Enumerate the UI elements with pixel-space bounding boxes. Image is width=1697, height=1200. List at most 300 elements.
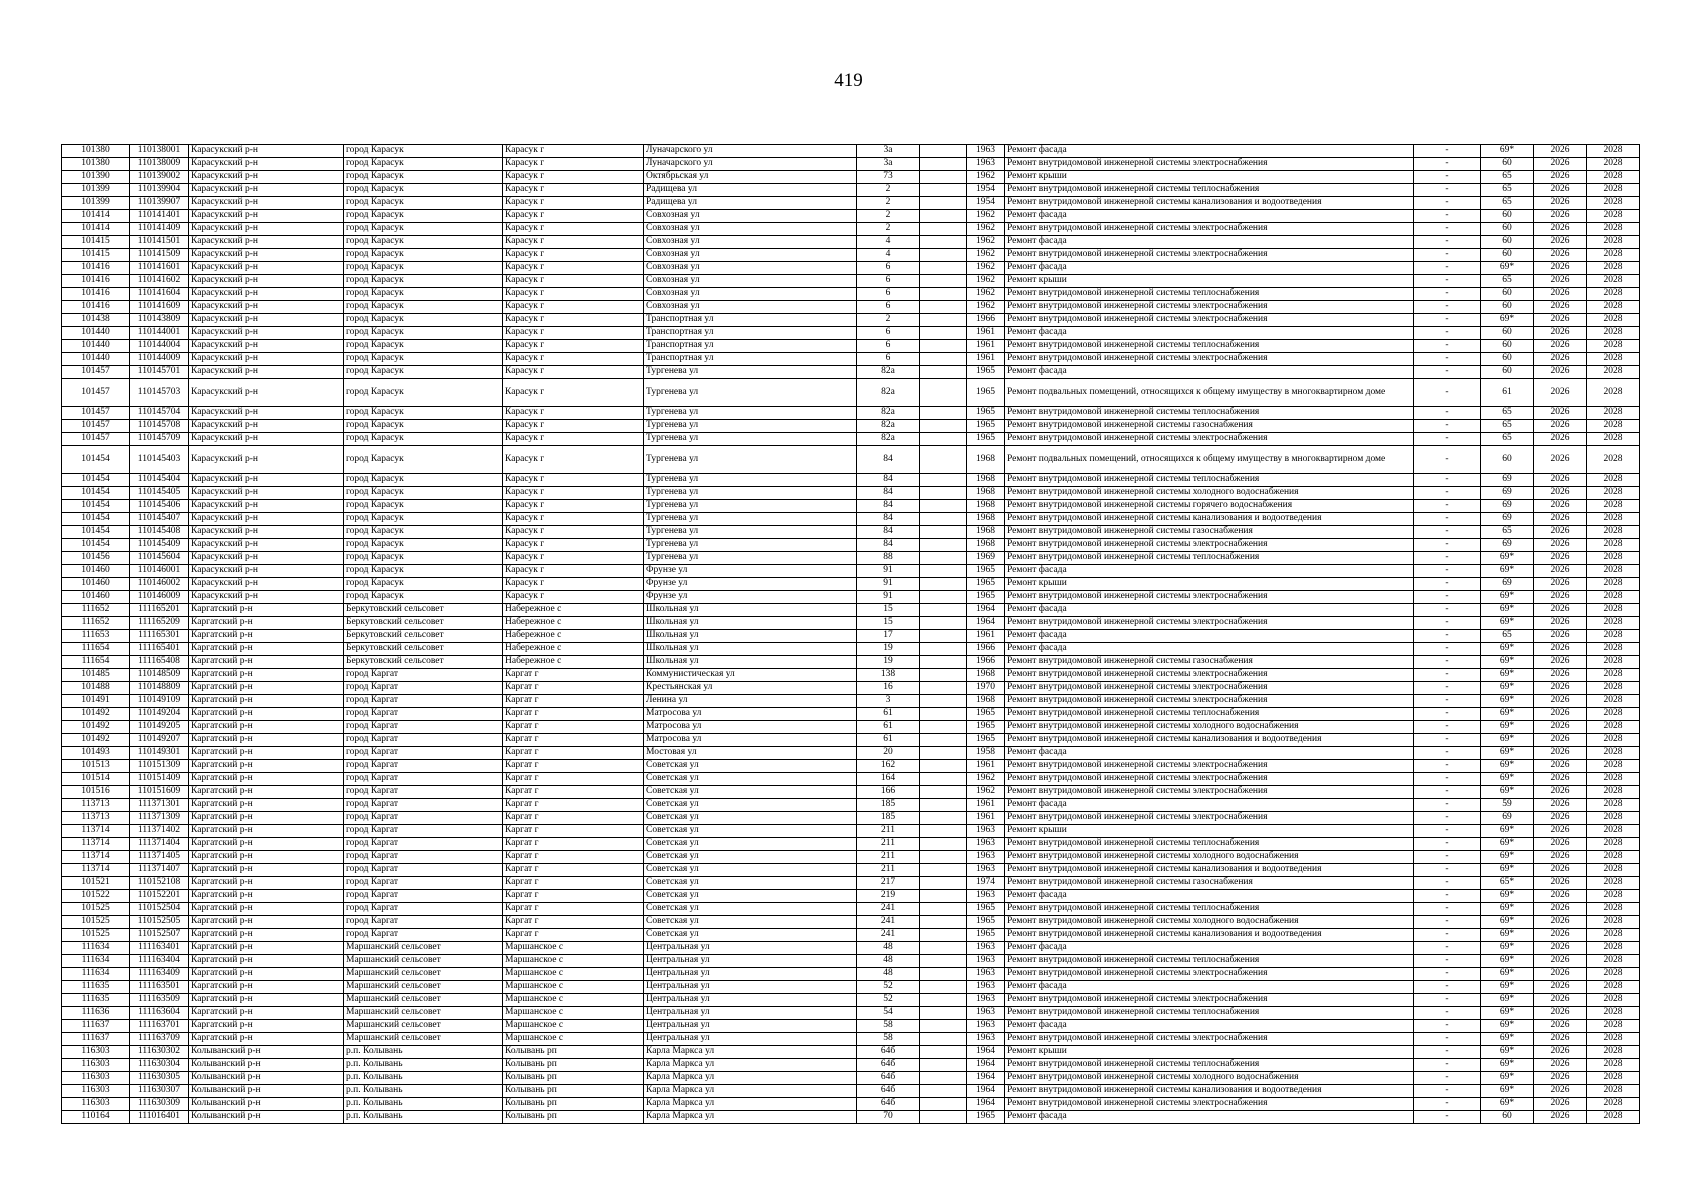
cell-locality: Карасук г	[503, 379, 644, 407]
cell-build-year: 1962	[967, 262, 1005, 275]
cell-flag: -	[1414, 1072, 1481, 1085]
cell-district: Каргатский р-н	[189, 864, 344, 877]
cell-work-type: Ремонт внутридомовой инженерной системы электроснабжения	[1005, 968, 1414, 981]
cell-empty-cell	[920, 981, 967, 994]
table-row	[62, 591, 1640, 604]
cell-work-type: Ремонт подвальных помещений, относящихся к общему имуществу в многоквартирном доме	[1005, 446, 1414, 474]
cell-work-type: Ремонт внутридомовой инженерной системы электроснабжения	[1005, 301, 1414, 314]
cell-build-year: 1962	[967, 786, 1005, 799]
cell-street: Карла Маркса ул	[644, 1098, 857, 1111]
cell-empty-cell	[920, 327, 967, 340]
cell-end-year: 2028	[1587, 539, 1640, 552]
cell-work-code: 110141501	[130, 236, 189, 249]
cell-municipality: город Карасук	[344, 158, 503, 171]
cell-end-year: 2028	[1587, 474, 1640, 487]
cell-locality: Каргат г	[503, 812, 644, 825]
cell-build-year: 1965	[967, 433, 1005, 446]
cell-flag: -	[1414, 773, 1481, 786]
cell-locality: Карасук г	[503, 420, 644, 433]
cell-wear-percent: 69*	[1481, 903, 1534, 916]
cell-work-type: Ремонт внутридомовой инженерной системы холодного водоснабжения	[1005, 721, 1414, 734]
cell-start-year: 2026	[1534, 760, 1587, 773]
cell-municipality: Маршанский сельсовет	[344, 942, 503, 955]
cell-end-year: 2028	[1587, 864, 1640, 877]
cell-street: Тургенева ул	[644, 500, 857, 513]
cell-municipality: Беркутовский сельсовет	[344, 656, 503, 669]
cell-house-id: 113713	[62, 812, 130, 825]
cell-house-number: 64б	[857, 1098, 920, 1111]
table-row	[62, 249, 1640, 262]
cell-district: Карасукский р-н	[189, 407, 344, 420]
cell-work-code: 111371402	[130, 825, 189, 838]
cell-wear-percent: 69	[1481, 513, 1534, 526]
cell-start-year: 2026	[1534, 669, 1587, 682]
cell-start-year: 2026	[1534, 314, 1587, 327]
table-row	[62, 864, 1640, 877]
cell-flag: -	[1414, 1033, 1481, 1046]
cell-wear-percent: 69	[1481, 487, 1534, 500]
cell-house-number: 70	[857, 1111, 920, 1124]
cell-house-id: 101380	[62, 158, 130, 171]
cell-locality: Каргат г	[503, 786, 644, 799]
cell-work-code: 110145703	[130, 379, 189, 407]
cell-street: Луначарского ул	[644, 158, 857, 171]
cell-empty-cell	[920, 877, 967, 890]
cell-municipality: город Каргат	[344, 929, 503, 942]
cell-empty-cell	[920, 1046, 967, 1059]
cell-work-code: 110152505	[130, 916, 189, 929]
cell-end-year: 2028	[1587, 708, 1640, 721]
cell-house-id: 101415	[62, 236, 130, 249]
cell-house-number: 48	[857, 942, 920, 955]
cell-work-code: 110145709	[130, 433, 189, 446]
cell-work-type: Ремонт внутридомовой инженерной системы горячего водоснабжения	[1005, 500, 1414, 513]
cell-municipality: город Каргат	[344, 877, 503, 890]
cell-work-type: Ремонт внутридомовой инженерной системы канализования и водоотведения	[1005, 929, 1414, 942]
cell-municipality: город Каргат	[344, 825, 503, 838]
cell-start-year: 2026	[1534, 171, 1587, 184]
cell-street: Школьная ул	[644, 643, 857, 656]
cell-house-id: 101454	[62, 539, 130, 552]
cell-empty-cell	[920, 838, 967, 851]
cell-district: Каргатский р-н	[189, 955, 344, 968]
cell-house-id: 101440	[62, 340, 130, 353]
cell-municipality: Маршанский сельсовет	[344, 1033, 503, 1046]
cell-house-number: 52	[857, 994, 920, 1007]
cell-wear-percent: 69*	[1481, 981, 1534, 994]
cell-flag: -	[1414, 314, 1481, 327]
table-row	[62, 420, 1640, 433]
cell-empty-cell	[920, 407, 967, 420]
cell-empty-cell	[920, 643, 967, 656]
cell-municipality: р.п. Колывань	[344, 1098, 503, 1111]
cell-start-year: 2026	[1534, 1007, 1587, 1020]
cell-work-type: Ремонт внутридомовой инженерной системы электроснабжения	[1005, 994, 1414, 1007]
cell-empty-cell	[920, 708, 967, 721]
cell-end-year: 2028	[1587, 145, 1640, 158]
cell-locality: Карасук г	[503, 249, 644, 262]
cell-work-code: 110141609	[130, 301, 189, 314]
cell-house-id: 116303	[62, 1085, 130, 1098]
cell-start-year: 2026	[1534, 929, 1587, 942]
table-row	[62, 446, 1640, 474]
cell-work-type: Ремонт внутридомовой инженерной системы канализования и водоотведения	[1005, 734, 1414, 747]
cell-work-code: 110151309	[130, 760, 189, 773]
cell-house-id: 111654	[62, 656, 130, 669]
cell-street: Тургенева ул	[644, 446, 857, 474]
cell-flag: -	[1414, 617, 1481, 630]
cell-house-id: 101416	[62, 288, 130, 301]
cell-district: Карасукский р-н	[189, 171, 344, 184]
cell-district: Карасукский р-н	[189, 184, 344, 197]
cell-end-year: 2028	[1587, 1007, 1640, 1020]
cell-build-year: 1964	[967, 1085, 1005, 1098]
cell-municipality: город Карасук	[344, 420, 503, 433]
cell-work-code: 110148809	[130, 682, 189, 695]
table-row	[62, 1033, 1640, 1046]
cell-end-year: 2028	[1587, 197, 1640, 210]
cell-work-type: Ремонт внутридомовой инженерной системы электроснабжения	[1005, 539, 1414, 552]
cell-flag: -	[1414, 262, 1481, 275]
cell-work-code: 111163701	[130, 1020, 189, 1033]
cell-wear-percent: 60	[1481, 223, 1534, 236]
cell-street: Центральная ул	[644, 955, 857, 968]
cell-street: Тургенева ул	[644, 513, 857, 526]
cell-work-code: 110151609	[130, 786, 189, 799]
cell-locality: Маршанское с	[503, 1033, 644, 1046]
cell-end-year: 2028	[1587, 968, 1640, 981]
cell-flag: -	[1414, 786, 1481, 799]
cell-flag: -	[1414, 630, 1481, 643]
cell-district: Каргатский р-н	[189, 786, 344, 799]
cell-district: Колыванский р-н	[189, 1085, 344, 1098]
cell-start-year: 2026	[1534, 158, 1587, 171]
cell-flag: -	[1414, 591, 1481, 604]
cell-flag: -	[1414, 643, 1481, 656]
cell-work-type: Ремонт внутридомовой инженерной системы газоснабжения	[1005, 420, 1414, 433]
cell-wear-percent: 65	[1481, 184, 1534, 197]
cell-locality: Карасук г	[503, 145, 644, 158]
cell-locality: Набережное с	[503, 617, 644, 630]
cell-municipality: город Каргат	[344, 682, 503, 695]
cell-build-year: 1963	[967, 145, 1005, 158]
cell-start-year: 2026	[1534, 1059, 1587, 1072]
cell-district: Карасукский р-н	[189, 327, 344, 340]
cell-street: Матросова ул	[644, 708, 857, 721]
cell-house-id: 101516	[62, 786, 130, 799]
cell-flag: -	[1414, 539, 1481, 552]
cell-work-type: Ремонт внутридомовой инженерной системы электроснабжения	[1005, 1033, 1414, 1046]
cell-build-year: 1962	[967, 171, 1005, 184]
cell-house-id: 101493	[62, 747, 130, 760]
cell-work-type: Ремонт фасада	[1005, 630, 1414, 643]
cell-flag: -	[1414, 1007, 1481, 1020]
cell-end-year: 2028	[1587, 617, 1640, 630]
cell-end-year: 2028	[1587, 1046, 1640, 1059]
cell-build-year: 1961	[967, 799, 1005, 812]
table-row	[62, 513, 1640, 526]
cell-flag: -	[1414, 760, 1481, 773]
cell-house-number: 211	[857, 851, 920, 864]
cell-work-code: 111163409	[130, 968, 189, 981]
cell-build-year: 1965	[967, 1111, 1005, 1124]
cell-locality: Карасук г	[503, 474, 644, 487]
cell-municipality: город Карасук	[344, 500, 503, 513]
cell-house-id: 101488	[62, 682, 130, 695]
cell-locality: Набережное с	[503, 643, 644, 656]
table-row	[62, 433, 1640, 446]
cell-wear-percent: 69*	[1481, 1007, 1534, 1020]
cell-build-year: 1963	[967, 864, 1005, 877]
cell-empty-cell	[920, 630, 967, 643]
cell-street: Фрунзе ул	[644, 591, 857, 604]
cell-house-number: 61	[857, 721, 920, 734]
cell-house-id: 111634	[62, 968, 130, 981]
cell-flag: -	[1414, 446, 1481, 474]
cell-house-id: 111635	[62, 981, 130, 994]
cell-work-code: 110143809	[130, 314, 189, 327]
cell-end-year: 2028	[1587, 747, 1640, 760]
cell-wear-percent: 69*	[1481, 786, 1534, 799]
cell-house-number: 88	[857, 552, 920, 565]
cell-house-id: 111653	[62, 630, 130, 643]
cell-empty-cell	[920, 433, 967, 446]
cell-start-year: 2026	[1534, 812, 1587, 825]
cell-end-year: 2028	[1587, 327, 1640, 340]
cell-municipality: город Карасук	[344, 433, 503, 446]
cell-flag: -	[1414, 275, 1481, 288]
cell-flag: -	[1414, 420, 1481, 433]
table-row	[62, 407, 1640, 420]
cell-end-year: 2028	[1587, 1085, 1640, 1098]
table-row	[62, 565, 1640, 578]
cell-work-type: Ремонт внутридомовой инженерной системы теплоснабжения	[1005, 903, 1414, 916]
cell-build-year: 1966	[967, 656, 1005, 669]
cell-municipality: город Карасук	[344, 513, 503, 526]
cell-house-id: 101416	[62, 262, 130, 275]
cell-district: Карасукский р-н	[189, 210, 344, 223]
cell-work-code: 110145405	[130, 487, 189, 500]
table-row	[62, 734, 1640, 747]
cell-locality: Карасук г	[503, 407, 644, 420]
cell-work-type: Ремонт внутридомовой инженерной системы электроснабжения	[1005, 433, 1414, 446]
cell-end-year: 2028	[1587, 942, 1640, 955]
cell-municipality: город Каргат	[344, 903, 503, 916]
table-row	[62, 929, 1640, 942]
cell-house-number: 6	[857, 327, 920, 340]
cell-house-number: 91	[857, 565, 920, 578]
cell-start-year: 2026	[1534, 223, 1587, 236]
cell-house-id: 101454	[62, 526, 130, 539]
cell-empty-cell	[920, 1059, 967, 1072]
cell-end-year: 2028	[1587, 656, 1640, 669]
cell-house-number: 15	[857, 617, 920, 630]
cell-municipality: город Каргат	[344, 851, 503, 864]
cell-end-year: 2028	[1587, 994, 1640, 1007]
cell-locality: Карасук г	[503, 539, 644, 552]
cell-district: Карасукский р-н	[189, 197, 344, 210]
cell-district: Карасукский р-н	[189, 591, 344, 604]
cell-empty-cell	[920, 968, 967, 981]
cell-build-year: 1964	[967, 1059, 1005, 1072]
cell-house-id: 113714	[62, 825, 130, 838]
cell-start-year: 2026	[1534, 981, 1587, 994]
cell-end-year: 2028	[1587, 184, 1640, 197]
cell-flag: -	[1414, 565, 1481, 578]
table-row	[62, 301, 1640, 314]
cell-empty-cell	[920, 812, 967, 825]
cell-build-year: 1961	[967, 812, 1005, 825]
cell-district: Карасукский р-н	[189, 145, 344, 158]
cell-build-year: 1974	[967, 877, 1005, 890]
cell-start-year: 2026	[1534, 275, 1587, 288]
cell-street: Тургенева ул	[644, 487, 857, 500]
cell-work-code: 110152201	[130, 890, 189, 903]
cell-build-year: 1963	[967, 158, 1005, 171]
cell-district: Каргатский р-н	[189, 1007, 344, 1020]
cell-end-year: 2028	[1587, 773, 1640, 786]
cell-work-type: Ремонт фасада	[1005, 565, 1414, 578]
cell-build-year: 1965	[967, 916, 1005, 929]
cell-work-code: 111163401	[130, 942, 189, 955]
cell-work-code: 110141602	[130, 275, 189, 288]
cell-start-year: 2026	[1534, 838, 1587, 851]
cell-empty-cell	[920, 591, 967, 604]
table-row	[62, 669, 1640, 682]
cell-house-id: 111652	[62, 617, 130, 630]
cell-empty-cell	[920, 420, 967, 433]
cell-end-year: 2028	[1587, 578, 1640, 591]
cell-locality: Маршанское с	[503, 1020, 644, 1033]
cell-work-code: 111630302	[130, 1046, 189, 1059]
cell-municipality: р.п. Колывань	[344, 1111, 503, 1124]
cell-work-type: Ремонт внутридомовой инженерной системы электроснабжения	[1005, 617, 1414, 630]
cell-wear-percent: 69*	[1481, 591, 1534, 604]
cell-flag: -	[1414, 223, 1481, 236]
cell-wear-percent: 60	[1481, 366, 1534, 379]
cell-flag: -	[1414, 812, 1481, 825]
cell-district: Карасукский р-н	[189, 433, 344, 446]
cell-municipality: город Карасук	[344, 171, 503, 184]
cell-wear-percent: 69*	[1481, 942, 1534, 955]
cell-municipality: город Карасук	[344, 262, 503, 275]
cell-empty-cell	[920, 1007, 967, 1020]
cell-house-number: 48	[857, 955, 920, 968]
cell-empty-cell	[920, 695, 967, 708]
table-row	[62, 890, 1640, 903]
cell-house-id: 113714	[62, 851, 130, 864]
cell-street: Советская ул	[644, 903, 857, 916]
cell-empty-cell	[920, 1020, 967, 1033]
cell-district: Колыванский р-н	[189, 1059, 344, 1072]
cell-flag: -	[1414, 184, 1481, 197]
cell-build-year: 1964	[967, 1098, 1005, 1111]
cell-district: Карасукский р-н	[189, 487, 344, 500]
table-row	[62, 526, 1640, 539]
cell-house-id: 101414	[62, 210, 130, 223]
cell-flag: -	[1414, 994, 1481, 1007]
cell-house-id: 101460	[62, 591, 130, 604]
cell-end-year: 2028	[1587, 433, 1640, 446]
cell-house-id: 111654	[62, 643, 130, 656]
cell-house-number: 61	[857, 734, 920, 747]
cell-flag: -	[1414, 1085, 1481, 1098]
cell-start-year: 2026	[1534, 236, 1587, 249]
cell-work-code: 110152507	[130, 929, 189, 942]
cell-empty-cell	[920, 734, 967, 747]
cell-house-number: 82а	[857, 366, 920, 379]
cell-empty-cell	[920, 513, 967, 526]
cell-start-year: 2026	[1534, 994, 1587, 1007]
cell-municipality: город Каргат	[344, 838, 503, 851]
cell-work-type: Ремонт фасада	[1005, 210, 1414, 223]
cell-locality: Маршанское с	[503, 1007, 644, 1020]
cell-municipality: Беркутовский сельсовет	[344, 643, 503, 656]
cell-house-id: 101522	[62, 890, 130, 903]
cell-street: Советская ул	[644, 825, 857, 838]
cell-build-year: 1963	[967, 955, 1005, 968]
cell-work-type: Ремонт внутридомовой инженерной системы электроснабжения	[1005, 669, 1414, 682]
table-row	[62, 1007, 1640, 1020]
cell-end-year: 2028	[1587, 420, 1640, 433]
cell-house-number: 58	[857, 1020, 920, 1033]
cell-wear-percent: 69*	[1481, 1059, 1534, 1072]
cell-district: Каргатский р-н	[189, 1020, 344, 1033]
cell-start-year: 2026	[1534, 1098, 1587, 1111]
cell-build-year: 1961	[967, 630, 1005, 643]
cell-wear-percent: 69*	[1481, 669, 1534, 682]
cell-work-code: 110146002	[130, 578, 189, 591]
cell-wear-percent: 69*	[1481, 565, 1534, 578]
cell-start-year: 2026	[1534, 877, 1587, 890]
cell-work-code: 111165209	[130, 617, 189, 630]
cell-house-number: 2	[857, 223, 920, 236]
table-row	[62, 838, 1640, 851]
cell-house-number: 91	[857, 578, 920, 591]
cell-house-number: 3	[857, 695, 920, 708]
cell-locality: Колывань рп	[503, 1085, 644, 1098]
cell-house-id: 116303	[62, 1098, 130, 1111]
cell-work-code: 110152108	[130, 877, 189, 890]
cell-district: Колыванский р-н	[189, 1098, 344, 1111]
cell-work-type: Ремонт внутридомовой инженерной системы электроснабжения	[1005, 760, 1414, 773]
cell-work-code: 111165301	[130, 630, 189, 643]
cell-locality: Набережное с	[503, 656, 644, 669]
cell-work-code: 111630309	[130, 1098, 189, 1111]
cell-start-year: 2026	[1534, 578, 1587, 591]
cell-house-id: 101492	[62, 721, 130, 734]
cell-house-number: 241	[857, 929, 920, 942]
cell-end-year: 2028	[1587, 786, 1640, 799]
table-row	[62, 942, 1640, 955]
cell-flag: -	[1414, 981, 1481, 994]
cell-build-year: 1970	[967, 682, 1005, 695]
cell-start-year: 2026	[1534, 552, 1587, 565]
cell-locality: Карасук г	[503, 171, 644, 184]
cell-locality: Каргат г	[503, 773, 644, 786]
cell-street: Крестьянская ул	[644, 682, 857, 695]
cell-street: Карла Маркса ул	[644, 1072, 857, 1085]
cell-start-year: 2026	[1534, 708, 1587, 721]
cell-house-id: 101513	[62, 760, 130, 773]
cell-street: Коммунистическая ул	[644, 669, 857, 682]
cell-house-number: 64б	[857, 1059, 920, 1072]
cell-empty-cell	[920, 210, 967, 223]
table-row	[62, 682, 1640, 695]
cell-wear-percent: 65	[1481, 407, 1534, 420]
cell-flag: -	[1414, 327, 1481, 340]
cell-district: Карасукский р-н	[189, 446, 344, 474]
